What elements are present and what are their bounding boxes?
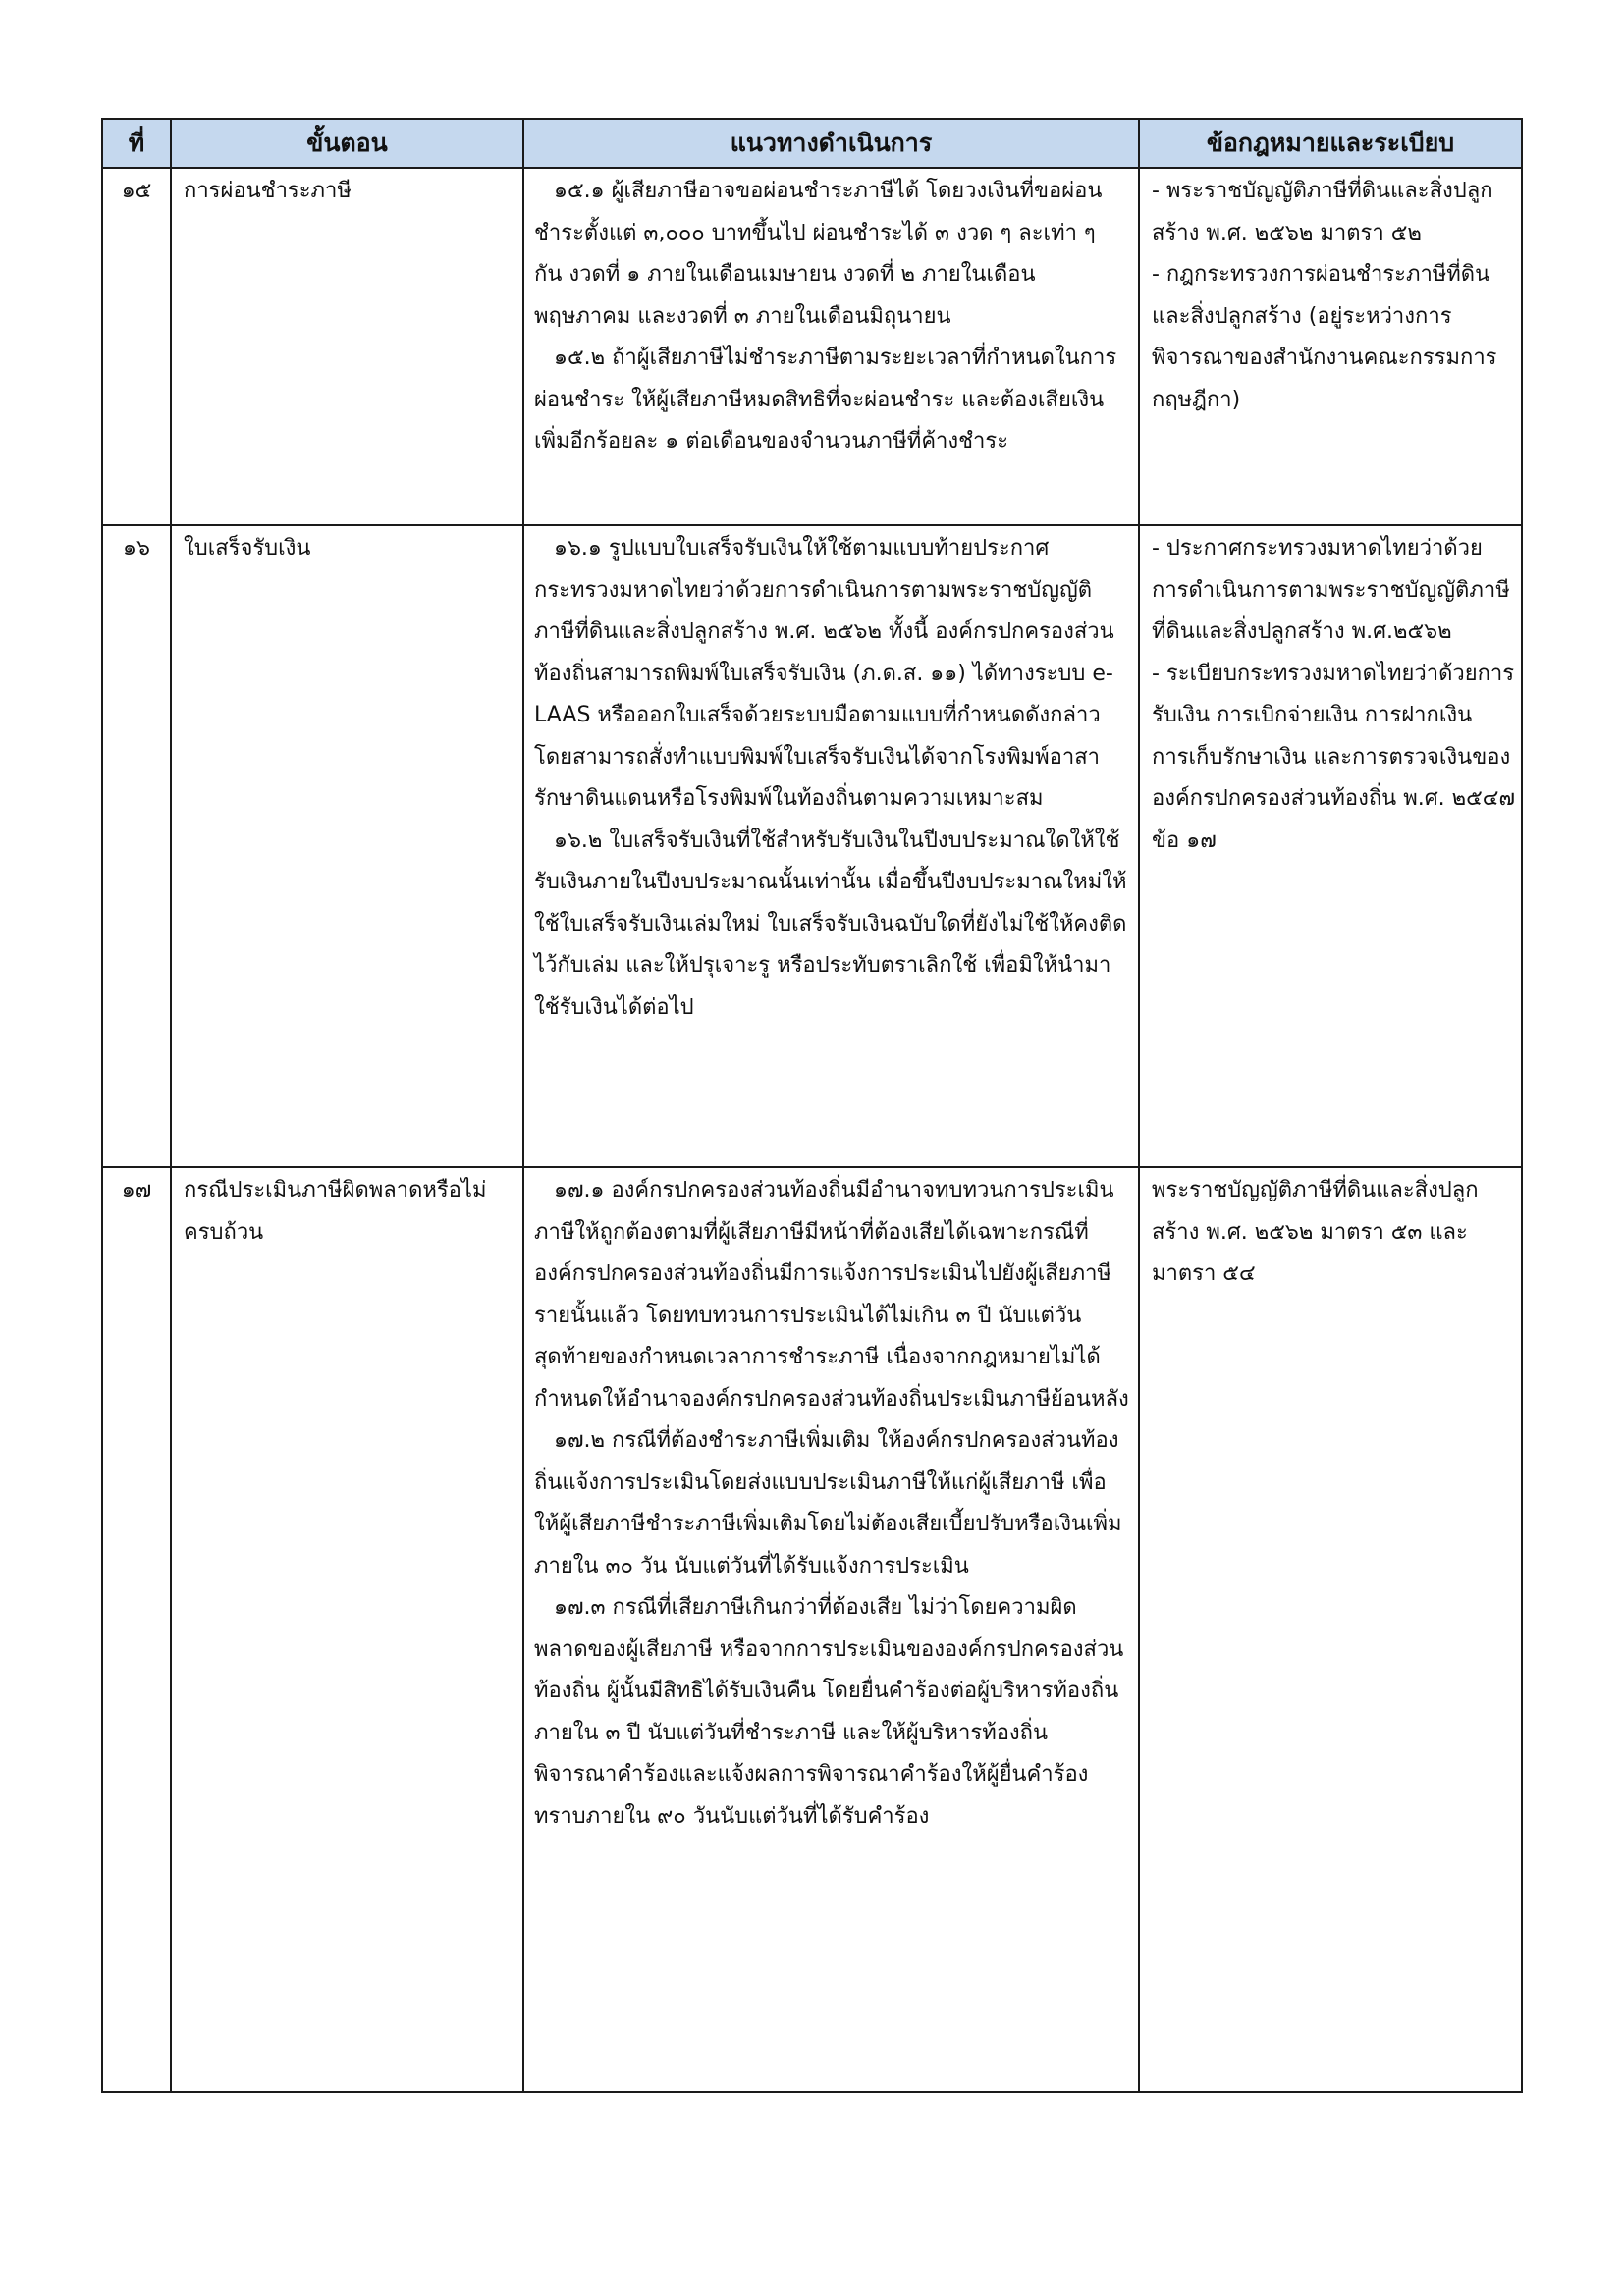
- table-row: [102, 1167, 1522, 2092]
- guidance-paragraph: ๑๕.๒ ถ้าผู้เสียภาษีไม่ชำระภาษีตามระยะเวลาที่กำหนดในการผ่อนชำระ ให้ผู้เสียภาษีหมดสิทธิที่จะผ่อนชำระ และต้องเสียเงินเพิ่มอีกร้อยละ ๑ ต่อเดือนของจำนวนภาษีที่ค้างชำระ: [534, 346, 1117, 454]
- row-guidance: [523, 1167, 1139, 2092]
- guidance-paragraph: ๑๕.๑ ผู้เสียภาษีอาจขอผ่อนชำระภาษีได้ โดยวงเงินที่ขอผ่อนชำระตั้งแต่ ๓,๐๐๐ บาทขึ้นไป ผ่อนชำระได้ ๓ งวด ๆ ละเท่า ๆ กัน งวดที่ ๑ ภายในเดือนเมษายน งวดที่ ๒ ภายในเดือนพฤษภาคม และงวดที่ ๓ ภายในเดือนมิถุนายน: [534, 179, 1103, 329]
- law-reference: - ประกาศกระทรวงมหาดไทยว่าด้วยการดำเนินการตามพระราชบัญญัติภาษีที่ดินและสิ่งปลูกสร้าง พ.ศ.๒๕๖๒: [1152, 536, 1510, 644]
- row-number: ๑๗: [102, 1167, 171, 2092]
- law-reference: - ระเบียบกระทรวงมหาดไทยว่าด้วยการรับเงิน การเบิกจ่ายเงิน การฝากเงิน การเก็บรักษาเงิน และการตรวจเงินขององค์กรปกครองส่วนท้องถิ่น พ.ศ. ๒๕๔๗ ข้อ ๑๗: [1152, 661, 1516, 853]
- row-law: [1139, 525, 1522, 1167]
- guidance-paragraph: ๑๖.๑ รูปแบบใบเสร็จรับเงินให้ใช้ตามแบบท้ายประกาศกระทรวงมหาดไทยว่าด้วยการดำเนินการตามพระราชบัญญัติภาษีที่ดินและสิ่งปลูกสร้าง พ.ศ. ๒๕๖๒ ทั้งนี้ องค์กรปกครองส่วนท้องถิ่นสามารถพิมพ์ใบเสร็จรับเงิน (ภ.ด.ส. ๑๑) ได้ทางระบบ e-LAAS หรือออกใบเสร็จด้วยระบบมือตามแบบที่กำหนดดังกล่าว โดยสามารถสั่งทำแบบพิมพ์ใบเสร็จรับเงินได้จากโรงพิมพ์อาสารักษาดินแดนหรือโรงพิมพ์ในท้องถิ่นตามความเหมาะสม: [534, 536, 1114, 811]
- guidance-paragraph: ๑๗.๒ กรณีที่ต้องชำระภาษีเพิ่มเติม ให้องค์กรปกครองส่วนท้องถิ่นแจ้งการประเมินโดยส่งแบบประเมินภาษีให้แก่ผู้เสียภาษี เพื่อให้ผู้เสียภาษีชำระภาษีเพิ่มเติมโดยไม่ต้องเสียเบี้ยปรับหรือเงินเพิ่มภายใน ๓๐ วัน นับแต่วันที่ได้รับแจ้งการประเมิน: [534, 1428, 1122, 1578]
- table-row: [102, 168, 1522, 525]
- procedure-table: [101, 118, 1523, 2093]
- row-guidance: [523, 525, 1139, 1167]
- table-row: [102, 525, 1522, 1167]
- header-law: ข้อกฎหมายและระเบียบ: [1139, 119, 1522, 168]
- law-reference: - พระราชบัญญัติภาษีที่ดินและสิ่งปลูกสร้าง พ.ศ. ๒๕๖๒ มาตรา ๕๒: [1152, 179, 1493, 245]
- row-step: ใบเสร็จรับเงิน: [171, 525, 523, 1167]
- row-step: กรณีประเมินภาษีผิดพลาดหรือไม่ครบถ้วน: [171, 1167, 523, 2092]
- header-guidance: แนวทางดำเนินการ: [523, 119, 1139, 168]
- law-reference: พระราชบัญญัติภาษีที่ดินและสิ่งปลูกสร้าง พ.ศ. ๒๕๖๒ มาตรา ๕๓ และมาตรา ๕๔: [1152, 1178, 1479, 1286]
- guidance-paragraph: ๑๗.๓ กรณีที่เสียภาษีเกินกว่าที่ต้องเสีย ไม่ว่าโดยความผิดพลาดของผู้เสียภาษี หรือจากการประเมินขององค์กรปกครองส่วนท้องถิ่น ผู้นั้นมีสิทธิได้รับเงินคืน โดยยื่นคำร้องต่อผู้บริหารท้องถิ่นภายใน ๓ ปี นับแต่วันที่ชำระภาษี และให้ผู้บริหารท้องถิ่นพิจารณาคำร้องและแจ้งผลการพิจารณาคำร้องให้ผู้ยื่นคำร้องทราบภายใน ๙๐ วันนับแต่วันที่ได้รับคำร้อง: [534, 1595, 1124, 1829]
- row-law: [1139, 1167, 1522, 2092]
- row-law: [1139, 168, 1522, 525]
- law-reference: - กฎกระทรวงการผ่อนชำระภาษีที่ดินและสิ่งปลูกสร้าง (อยู่ระหว่างการพิจารณาของสำนักงานคณะกรรมการกฤษฎีกา): [1152, 262, 1497, 412]
- table-header-row: [102, 119, 1522, 168]
- header-no: ที่: [102, 119, 171, 168]
- row-step: การผ่อนชำระภาษี: [171, 168, 523, 525]
- row-number: ๑๕: [102, 168, 171, 525]
- row-number: ๑๖: [102, 525, 171, 1167]
- guidance-paragraph: ๑๖.๒ ใบเสร็จรับเงินที่ใช้สำหรับรับเงินในปีงบประมาณใดให้ใช้รับเงินภายในปีงบประมาณนั้นเท่านั้น เมื่อขึ้นปีงบประมาณใหม่ให้ใช้ใบเสร็จรับเงินเล่มใหม่ ใบเสร็จรับเงินฉบับใดที่ยังไม่ใช้ให้คงติดไว้กับเล่ม และให้ปรุเจาะรู หรือประทับตราเลิกใช้ เพื่อมิให้นำมาใช้รับเงินได้ต่อไป: [534, 828, 1127, 1020]
- header-step: ขั้นตอน: [171, 119, 523, 168]
- guidance-paragraph: ๑๗.๑ องค์กรปกครองส่วนท้องถิ่นมีอำนาจทบทวนการประเมินภาษีให้ถูกต้องตามที่ผู้เสียภาษีมีหน้าที่ต้องเสียได้เฉพาะกรณีที่องค์กรปกครองส่วนท้องถิ่นมีการแจ้งการประเมินไปยังผู้เสียภาษีรายนั้นแล้ว โดยทบทวนการประเมินได้ไม่เกิน ๓ ปี นับแต่วันสุดท้ายของกำหนดเวลาการชำระภาษี เนื่องจากกฎหมายไม่ได้กำหนดให้อำนาจองค์กรปกครองส่วนท้องถิ่นประเมินภาษีย้อนหลัง: [534, 1178, 1129, 1412]
- row-guidance: [523, 168, 1139, 525]
